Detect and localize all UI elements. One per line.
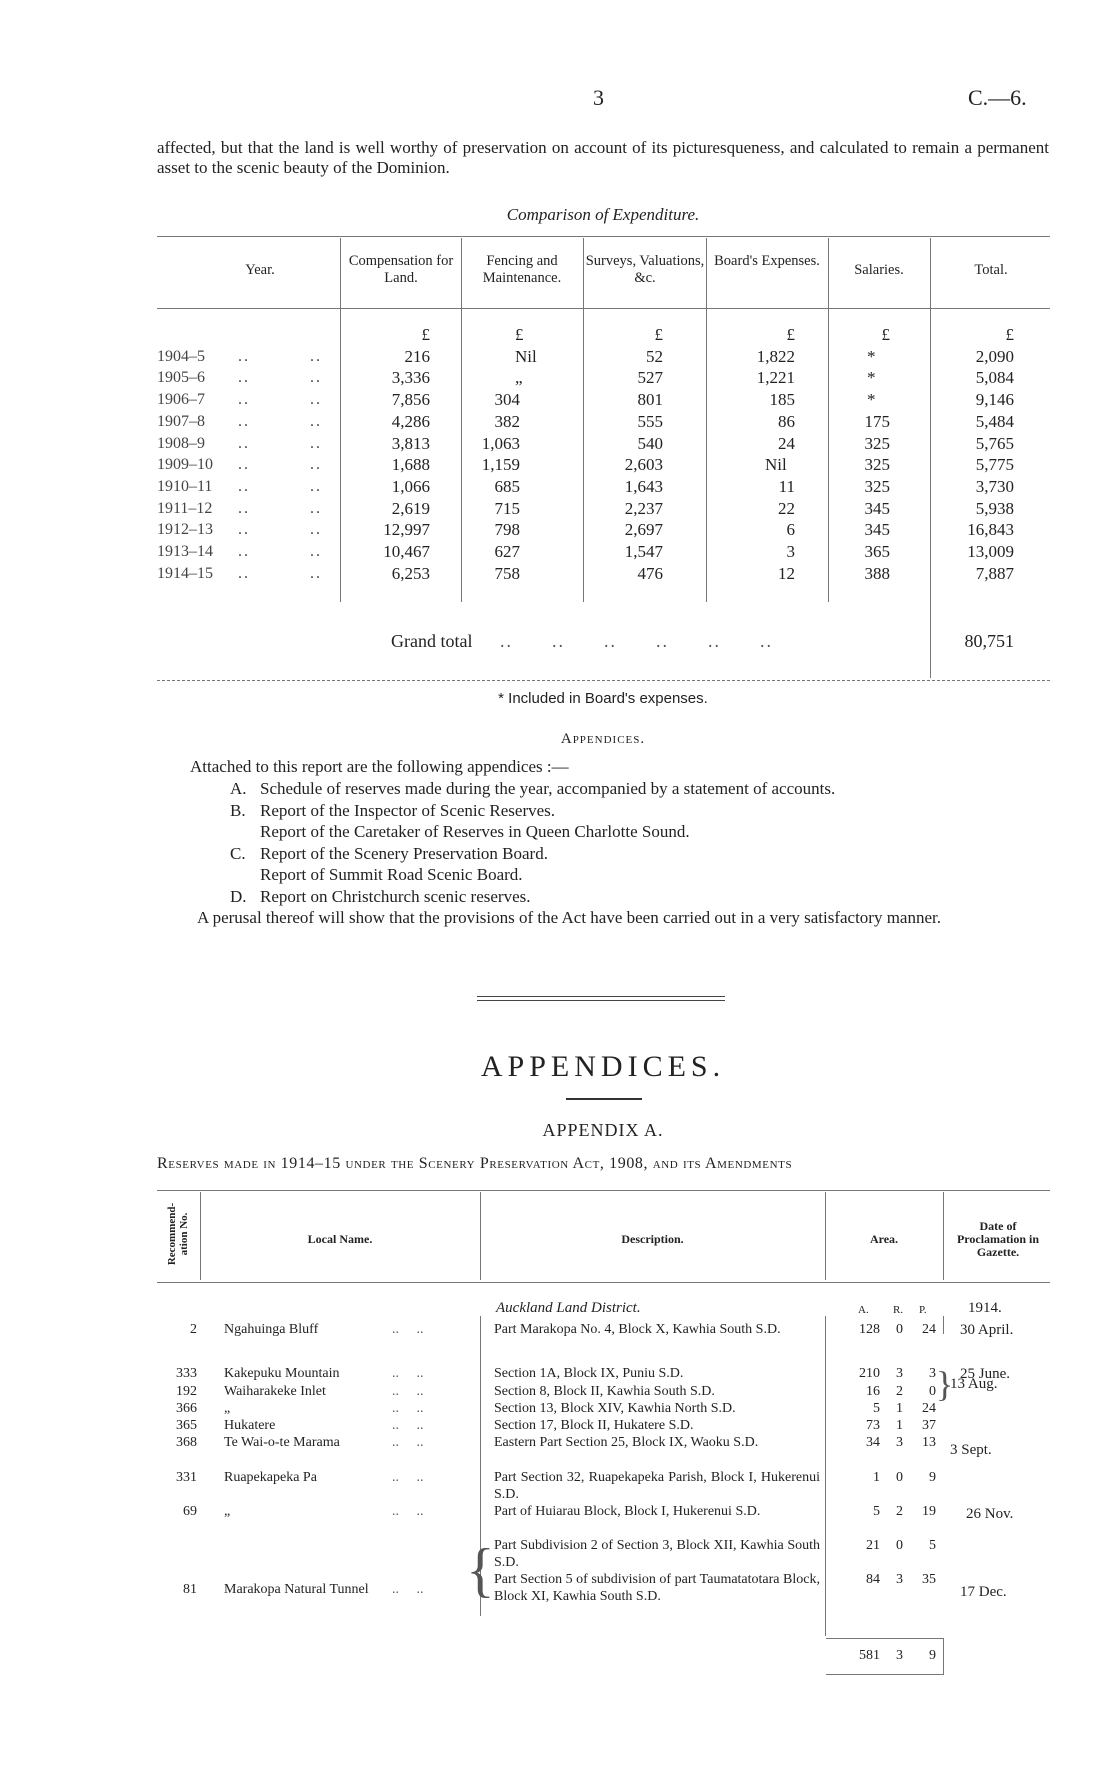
area-roods: 0 [896,1538,903,1553]
column-recommendation-no: Recommend-ation No. [166,1202,190,1266]
expenditure-cell: 52 [646,346,663,366]
grand-total-value: 80,751 [964,631,1014,651]
expenditure-cell: 2,237 [624,498,663,518]
expenditure-cell: 476 [637,563,663,583]
appendices-heading: Appendices. [560,731,646,747]
date-13-aug: 13 Aug. [950,1376,998,1392]
leader-dots: .. .. [238,499,322,517]
recommendation-number: 365 [176,1418,197,1433]
column-area: Area. [869,1232,899,1246]
expenditure-cell: 1,063 [481,433,520,453]
brace-aug: } [936,1364,954,1404]
expenditure-cell: * [867,368,876,388]
area-acres: 16 [866,1384,880,1399]
area-roods: 2 [896,1384,903,1399]
leader-dots: .. .. [238,434,322,452]
expenditure-cell: 6,253 [391,563,430,583]
year-cell: 1910–11 [157,477,213,495]
expenditure-cell: 5,765 [975,433,1014,453]
area-roods: 3 [896,1572,903,1587]
page-number: 3 [593,85,604,110]
area-perches: 19 [922,1504,936,1519]
expenditure-cell: 6 [786,520,795,540]
leader-dots: .. .. [392,1504,424,1519]
reserve-name: „ [224,1401,231,1416]
leader-dots: .. .. [392,1418,424,1433]
leader-dots: .. .. [238,564,322,582]
reserve-name: Te Wai-o-te Marama [224,1435,340,1450]
area-acres: 5 [873,1401,880,1416]
leader-dots: .. .. [238,412,322,430]
area-perches: 24 [922,1401,936,1416]
area-roods: 2 [896,1504,903,1519]
expenditure-cell: 86 [778,411,795,431]
expenditure-cell: * [867,390,876,410]
appendices-closing: A perusal thereof will show that the provisions of the Act have been carried out in a very satisfactory manner. [197,908,941,927]
expenditure-cell: 801 [637,390,663,410]
expenditure-cell: 527 [637,368,663,388]
appendix-text: Report of the Inspector of Scenic Reserves. [260,800,556,820]
expenditure-cell: 1,159 [481,455,520,475]
area-acres: 73 [866,1418,880,1433]
year-cell: 1913–14 [157,543,213,560]
expenditure-cell: 345 [864,520,890,540]
expenditure-cell: 2,603 [624,455,663,475]
expenditure-cell: 3,336 [391,368,430,388]
appendices-list [230,778,1050,907]
area-perches: 35 [922,1572,936,1587]
reserve-description: Section 1A, Block IX, Puniu S.D. [494,1366,684,1381]
leader-dots: .. .. [392,1435,424,1450]
expenditure-cell: 5,084 [975,368,1014,388]
column-fencing: Fencing and Maintenance. [482,253,562,286]
expenditure-cell: 627 [494,542,520,561]
appendices-intro: Attached to this report are the following appendices :— [190,757,569,776]
year-cell: 1912–13 [157,521,213,539]
appendix-a-subtitle: Reserves made in 1914–15 under the Scenery Preservation Act, 1908, and its Amendments [157,1155,793,1172]
appendix-list-item [230,778,1050,800]
column-description: Description. [621,1232,684,1246]
expenditure-cell: Nil [515,346,537,366]
expenditure-cell: 216 [404,346,430,366]
expenditure-cell: 12,997 [383,520,430,540]
expenditure-cell: 11 [778,476,795,496]
year-cell: 1906–7 [157,391,205,409]
expenditure-cell: „ [515,368,523,388]
expenditure-cell: 5,484 [975,411,1014,431]
expenditure-cell: 3,730 [975,476,1014,496]
appendix-letter: A. [230,779,247,798]
expenditure-cell: 2,090 [975,346,1014,366]
recommendation-number: 366 [176,1401,197,1416]
unit-perches: P. [919,1304,927,1316]
reserve-description: Part Section 5 of subdivision of part Taumatatotara Block, Block XI, Kawhia South S.D. [494,1572,820,1604]
expenditure-cell: 1,822 [756,346,795,366]
leader-dots: .. .. [238,521,322,539]
reserve-description: Part Section 32, Ruapekapeka Parish, Block I, Hukerenui S.D. [494,1470,820,1502]
grand-total-leaders: .. .. .. .. .. .. [500,631,773,651]
appendix-text: Report of the Scenery Preservation Board. [260,843,548,863]
column-salaries: Salaries. [854,262,904,278]
recommendation-number: 368 [176,1435,197,1450]
expenditure-cell: 13,009 [967,542,1014,561]
area-perches: 37 [922,1418,936,1433]
intro-paragraph: affected, but that the land is well worthy of preservation on account of its picturesqueness, and calculated to remain a permanent asset to the scenic beauty of the Dominion. [157,138,1049,177]
leader-dots: .. .. [238,347,322,365]
recommendation-number: 81 [183,1582,197,1597]
recommendation-number: 2 [190,1322,197,1337]
recommendation-number: 331 [176,1470,197,1485]
leader-dots: .. .. [392,1384,424,1399]
expenditure-cell: 175 [864,411,890,431]
appendix-text: Report of Summit Road Scenic Board. [260,865,523,884]
area-roods: 0 [896,1322,903,1337]
expenditure-cell: 5,775 [975,455,1014,475]
date-17-dec: 17 Dec. [960,1584,1007,1600]
area-perches: 9 [929,1470,936,1485]
appendix-text: Report of the Caretaker of Reserves in Queen Charlotte Sound. [260,822,690,841]
expenditure-cell: 24 [778,433,795,453]
currency-symbol: £ [786,325,795,344]
column-local-name: Local Name. [307,1232,373,1246]
appendix-a-title: APPENDIX A. [542,1120,664,1140]
leader-dots: .. .. [238,369,322,387]
area-acres: 210 [859,1366,880,1381]
column-year: Year. [245,262,275,278]
area-perches: 5 [929,1538,936,1553]
area-roods: 1 [896,1418,903,1433]
reserve-description: Section 17, Block II, Hukatere S.D. [494,1418,694,1433]
reserve-description: Part Subdivision 2 of Section 3, Block XII, Kawhia South S.D. [494,1538,820,1570]
area-perches: 3 [929,1366,936,1381]
total-acres: 581 [859,1648,880,1663]
currency-symbol: £ [654,325,663,344]
expenditure-cell: 1,547 [624,542,663,561]
year-label: 1914. [968,1300,1002,1316]
appendix-text: Report on Christchurch scenic reserves. [260,886,531,906]
year-cell: 1908–9 [157,434,205,452]
appendix-text: Schedule of reserves made during the year, accompanied by a statement of accounts. [260,779,836,798]
expenditure-title: Comparison of Expenditure. [506,205,700,224]
reserve-name: Ruapekapeka Pa [224,1470,317,1485]
area-acres: 5 [873,1504,880,1519]
expenditure-cell: Nil [765,455,787,475]
district-heading: Auckland Land District. [496,1300,641,1316]
expenditure-cell: 365 [864,542,890,561]
brace-tunnel: { [466,1537,495,1603]
expenditure-cell: 555 [637,411,663,431]
expenditure-cell: 12 [778,563,795,583]
expenditure-cell: 325 [864,433,890,453]
area-perches: 24 [922,1322,936,1337]
area-roods: 3 [896,1435,903,1450]
expenditure-cell: 9,146 [975,390,1014,410]
expenditure-cell: 1,688 [391,455,430,475]
expenditure-cell: 1,066 [391,476,430,496]
expenditure-cell: 345 [864,498,890,518]
appendices-title: APPENDICES. [480,1050,726,1083]
expenditure-cell: 7,856 [391,390,430,410]
expenditure-cell: 185 [769,390,795,410]
column-compensation: Compensation for Land. [348,253,454,286]
reserve-description: Section 8, Block II, Kawhia South S.D. [494,1384,715,1399]
area-perches: 0 [929,1384,936,1399]
currency-symbol: £ [881,325,890,344]
expenditure-cell: 10,467 [383,542,430,561]
expenditure-footnote: * Included in Board's expenses. [498,690,708,707]
expenditure-cell: 388 [864,563,890,583]
leader-dots: .. .. [238,391,322,409]
unit-acres: A. [858,1304,869,1316]
unit-roods: R. [893,1304,904,1316]
currency-symbol: £ [515,325,524,344]
appendix-list-item [230,821,1050,843]
year-cell: 1904–5 [157,347,205,365]
area-roods: 3 [896,1366,903,1381]
expenditure-cell: 4,286 [391,411,430,431]
year-cell: 1905–6 [157,369,205,387]
area-roods: 0 [896,1470,903,1485]
area-roods: 1 [896,1401,903,1416]
proclamation-date: 30 April. [960,1322,1014,1338]
reserve-description: Eastern Part Section 25, Block IX, Waoku S.D. [494,1435,759,1450]
area-acres: 84 [866,1572,880,1587]
reserve-description: Part of Huiarau Block, Block I, Hukerenui S.D. [494,1504,761,1519]
year-cell: 1909–10 [157,456,213,474]
grand-total-label: Grand total [391,631,473,651]
reserve-description: Part Marakopa No. 4, Block X, Kawhia South S.D. [494,1322,781,1337]
expenditure-cell: 2,619 [391,498,430,518]
leader-dots: .. .. [392,1366,424,1381]
reserve-name: Kakepuku Mountain [224,1366,340,1381]
total-roods: 3 [896,1648,903,1663]
expenditure-cell: 16,843 [967,520,1014,540]
leader-dots: .. .. [238,477,322,495]
recommendation-number: 333 [176,1366,197,1381]
appendix-letter: C. [230,843,246,863]
column-boards-expenses: Board's Expenses. [714,253,820,269]
total-perches: 9 [929,1648,936,1663]
currency-symbol: £ [1005,325,1014,344]
recommendation-number: 192 [176,1384,197,1399]
appendix-letter: D. [230,886,247,906]
year-cell: 1907–8 [157,412,205,430]
area-acres: 1 [873,1470,880,1485]
area-acres: 128 [859,1322,880,1337]
expenditure-cell: 2,697 [624,520,663,540]
appendix-list-item [230,800,1050,822]
expenditure-cell: 382 [494,411,520,431]
expenditure-cell: 758 [494,563,520,583]
expenditure-cell: 325 [864,476,890,496]
expenditure-cell: 325 [864,455,890,475]
expenditure-cell: 3,813 [391,433,430,453]
expenditure-cell: 22 [778,498,795,518]
expenditure-cell: 7,887 [975,563,1014,583]
date-3-sept: 3 Sept. [950,1442,992,1458]
reserve-name: Ngahuinga Bluff [224,1322,319,1337]
reserve-name: Hukatere [224,1418,276,1433]
appendix-letter: B. [230,800,246,820]
document-code: C.—6. [968,85,1027,110]
expenditure-cell: 685 [494,476,520,496]
appendix-list-item [230,886,1050,908]
proclamation-date: 25 June. [960,1366,1010,1382]
expenditure-cell: 3 [786,542,795,561]
expenditure-cell: 798 [494,520,520,540]
leader-dots: .. .. [238,456,322,474]
year-cell: 1914–15 [157,564,213,582]
leader-dots: .. .. [392,1322,424,1337]
expenditure-cell: 1,221 [756,368,795,388]
expenditure-cell: 5,938 [975,498,1014,518]
year-cell: 1911–12 [157,499,213,517]
expenditure-cell: 304 [494,390,520,410]
reserve-name: Waiharakeke Inlet [224,1384,326,1399]
area-perches: 13 [922,1435,936,1450]
expenditure-cell: 540 [637,433,663,453]
leader-dots: .. .. [392,1401,424,1416]
recommendation-number: 69 [183,1504,197,1519]
area-acres: 21 [866,1538,880,1553]
expenditure-cell: * [867,346,876,366]
expenditure-cell: 1,643 [624,476,663,496]
currency-symbol: £ [421,325,430,344]
reserve-name: Marakopa Natural Tunnel [224,1582,369,1597]
leader-dots: .. .. [238,543,322,560]
expenditure-cell: 715 [494,498,520,518]
reserve-description: Section 13, Block XIV, Kawhia North S.D. [494,1401,736,1416]
column-total: Total. [974,262,1008,278]
column-date: Date of Proclamation in Gazette. [956,1219,1040,1259]
appendix-list-item [230,843,1050,865]
appendix-list-item [230,864,1050,886]
leader-dots: .. .. [392,1470,424,1485]
date-26-nov: 26 Nov. [966,1506,1014,1522]
leader-dots: .. .. [392,1582,424,1597]
column-surveys: Surveys, Valuations, &c. [585,253,705,286]
reserve-name: „ [224,1504,231,1519]
area-acres: 34 [866,1435,880,1450]
